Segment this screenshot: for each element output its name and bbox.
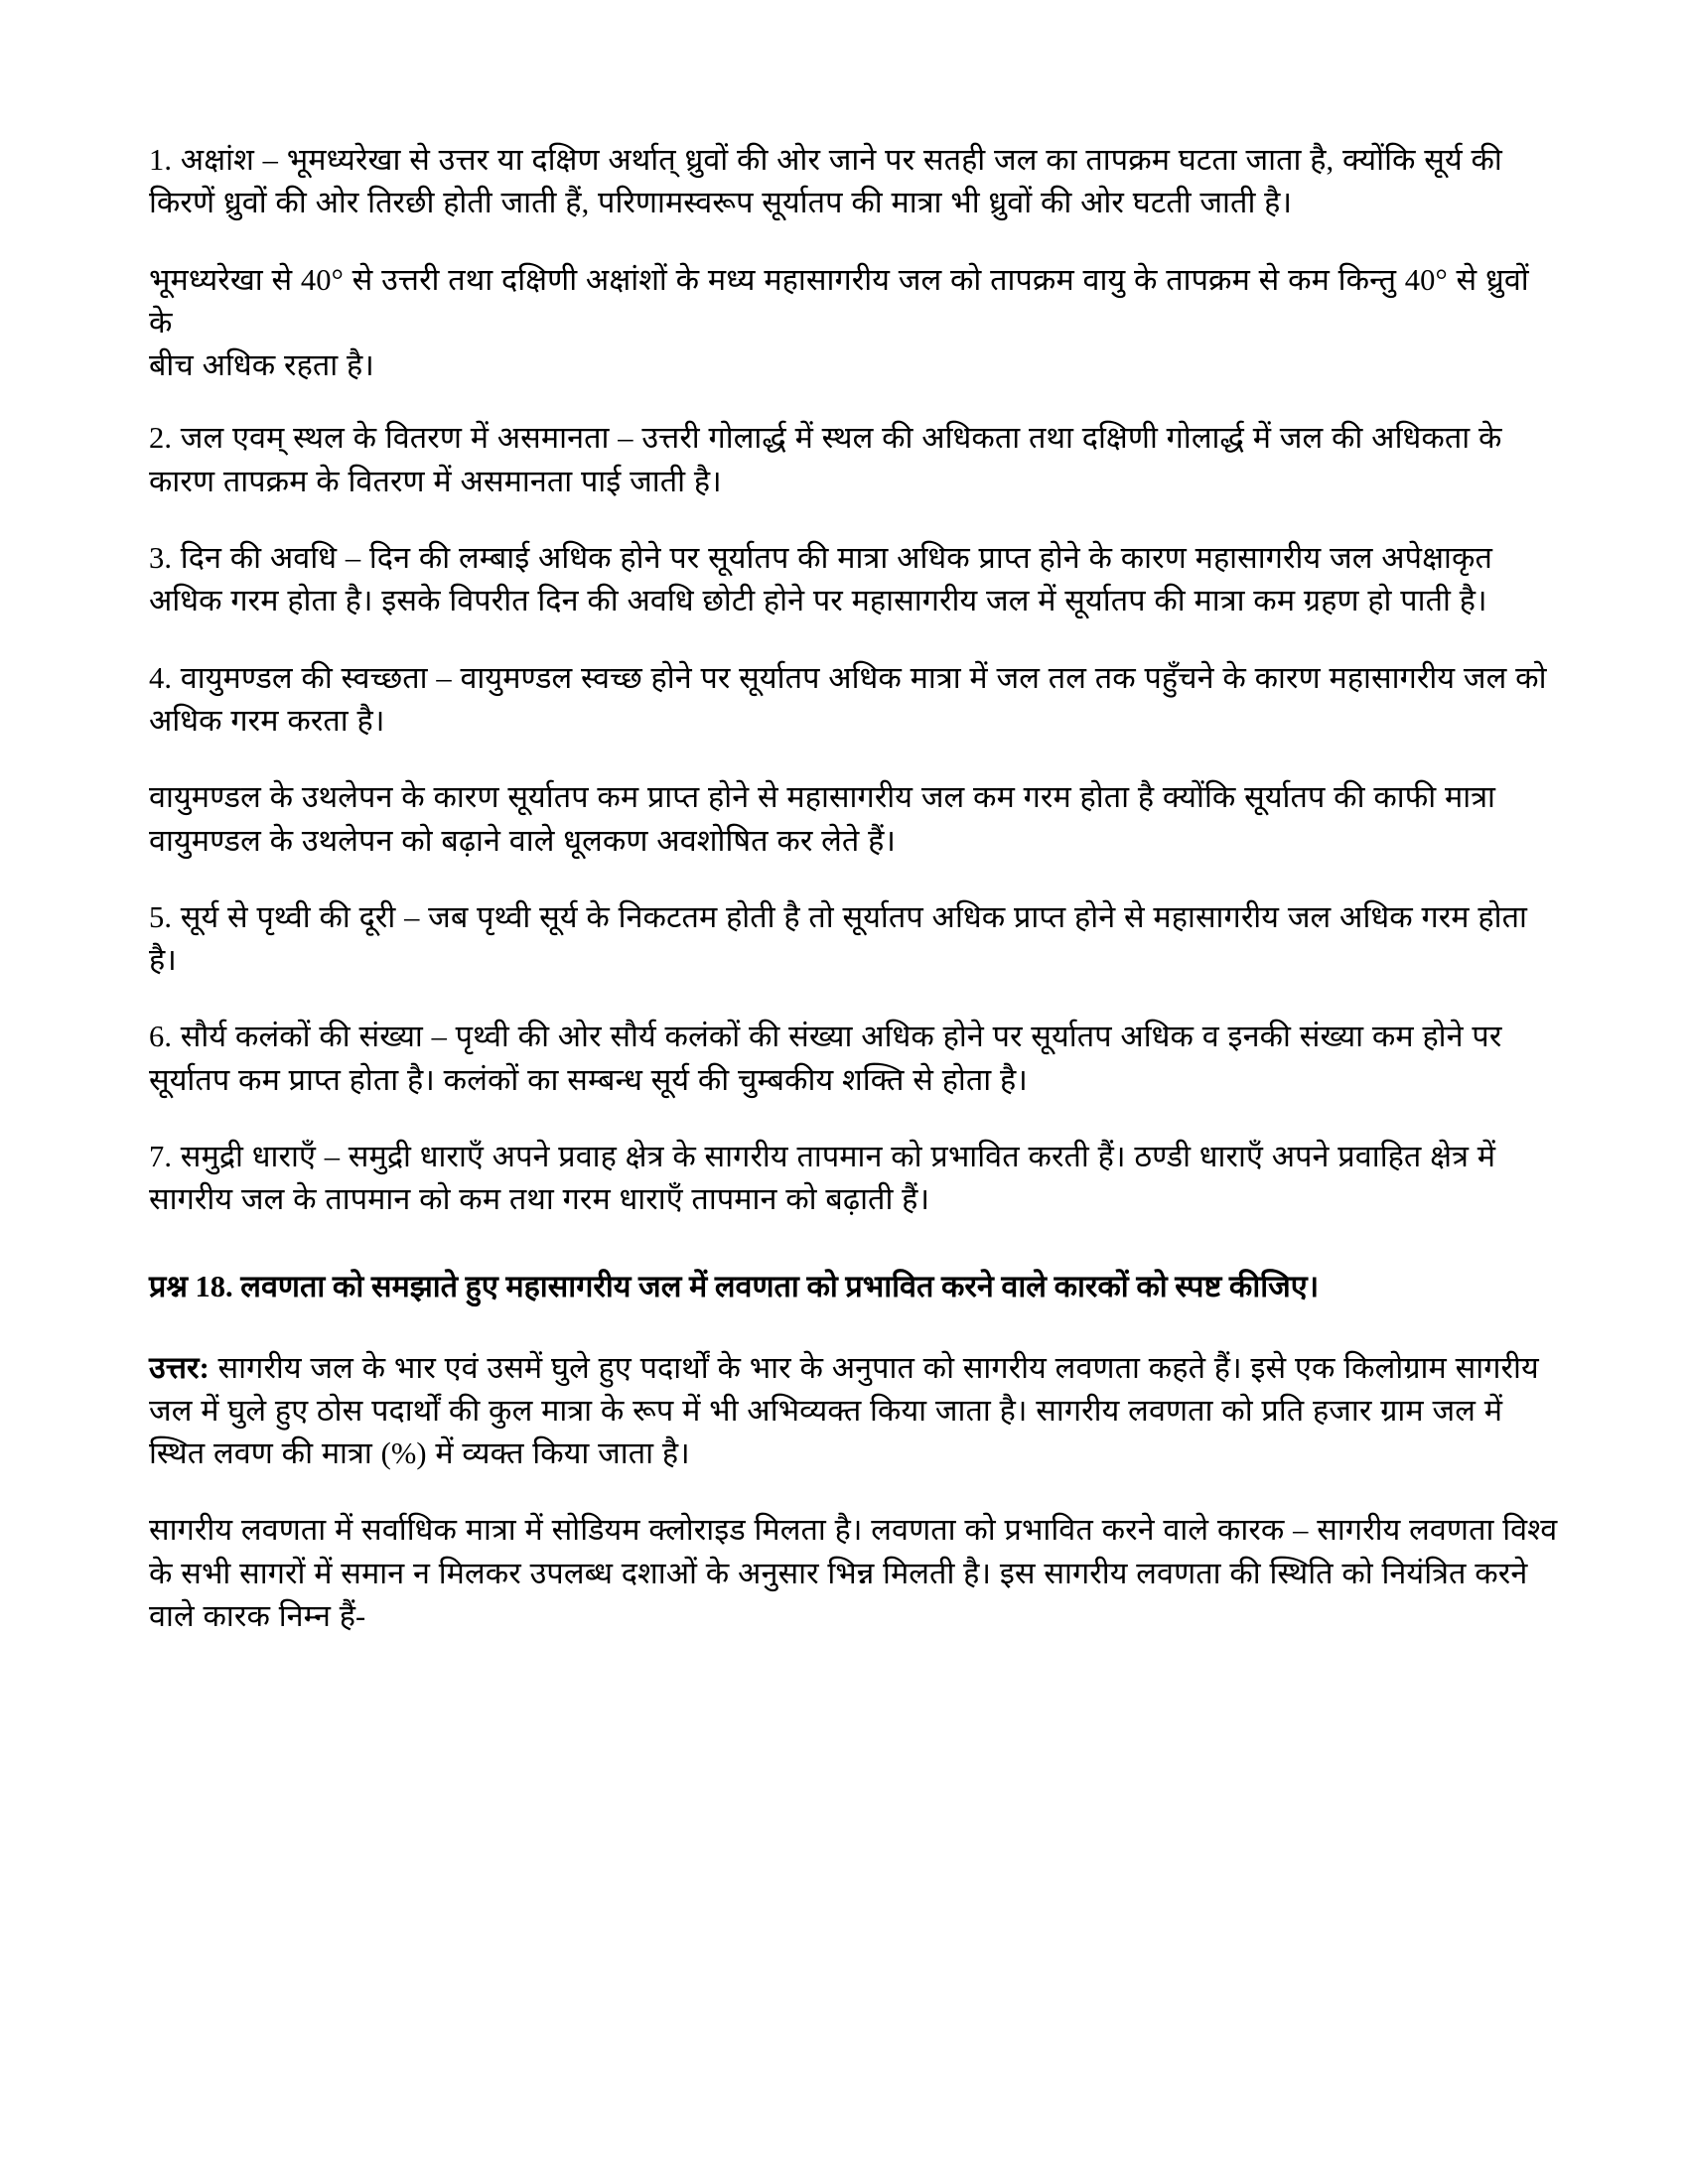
paragraph-answer-18-part-2: सागरीय लवणता में सर्वाधिक मात्रा में सोडियम क्लोराइड मिलता है। लवणता को प्रभावित करने वाले कारक – सागरीय लवणता विश्व के सभी सागरों में समान न मिलकर उपलब्ध दशाओं के अनुसार भिन्न मिलती है। इस सागरीय लवणता की स्थिति को नियंत्रित करने वाले कारक निम्न हैं-	[149, 1513, 1558, 1634]
latitude-note-line-2: बीच अधिक रहता है।	[149, 348, 374, 383]
paragraph-factor-2-land-water-distribution: 2. जल एवम् स्थल के वितरण में असमानता – उत्तरी गोलार्द्ध में स्थल की अधिकता तथा दक्षिणी गोलार्द्ध में जल की अधिकता के कारण तापक्रम के वितरण में असमानता पाई जाती है।	[149, 421, 1502, 498]
answer-body-text: सागरीय जल के भार एवं उसमें घुले हुए पदार्थों के भार के अनुपात को सागरीय लवणता कहते हैं। इसे एक किलोग्राम सागरीय जल में घुले हुए ठोस पदार्थों की कुल मात्रा के रूप में भी अभिव्यक्त किया जाता है। सागरीय लवणता को प्रति हजार ग्राम जल में स्थित लवण की मात्रा (%) में व्यक्त किया जाता है।	[149, 1350, 1539, 1471]
question-heading-18: प्रश्न 18. लवणता को समझाते हुए महासागरीय जल में लवणता को प्रभावित करने वाले कारकों को स्पष्ट कीजिए।	[149, 1269, 1320, 1303]
paragraph-factor-4-atmosphere-clarity: 4. वायुमण्डल की स्वच्छता – वायुमण्डल स्वच्छ होने पर सूर्यातप अधिक मात्रा में जल तल तक पहुँचने के कारण महासागरीय जल को अधिक गरम करता है।	[149, 660, 1547, 738]
paragraph-latitude-note	[149, 259, 1559, 388]
paragraph-factor-7-ocean-currents: 7. समुद्री धाराएँ – समुद्री धाराएँ अपने प्रवाह क्षेत्र के सागरीय तापमान को प्रभावित करती हैं। ठण्डी धाराएँ अपने प्रवाहित क्षेत्र में सागरीय जल के तापमान को कम तथा गरम धाराएँ तापमान को बढ़ाती हैं।	[149, 1140, 1496, 1217]
latitude-note-line-1: भूमध्यरेखा से 40° से उत्तरी तथा दक्षिणी अक्षांशों के मध्य महासागरीय जल को तापक्रम वायु के तापक्रम से कम किन्तु 40° से ध्रुवों के	[149, 262, 1529, 340]
paragraph-answer-18-part-1	[149, 1347, 1559, 1476]
answer-label: उत्तर:	[149, 1350, 210, 1385]
paragraph-factor-5-sun-earth-distance: 5. सूर्य से पृथ्वी की दूरी – जब पृथ्वी सूर्य के निकटतम होती है तो सूर्यातप अधिक प्राप्त होने से महासागरीय जल अधिक गरम होता है।	[149, 899, 1527, 978]
paragraph-factor-3-day-length: 3. दिन की अवधि – दिन की लम्बाई अधिक होने पर सूर्यातप की मात्रा अधिक प्राप्त होने के कारण महासागरीय जल अपेक्षाकृत अधिक गरम होता है। इसके विपरीत दिन की अवधि छोटी होने पर महासागरीय जल में सूर्यातप की मात्रा कम ग्रहण हो पाती है।	[149, 541, 1492, 618]
document-content	[149, 139, 1559, 1638]
paragraph-atmosphere-dust-note: वायुमण्डल के उथलेपन के कारण सूर्यातप कम प्राप्त होने से महासागरीय जल कम गरम होता है क्योंकि सूर्यातप की काफी मात्रा वायुमण्डल के उथलेपन को बढ़ाने वाले धूलकण अवशोषित कर लेते हैं।	[149, 780, 1496, 858]
paragraph-factor-6-sunspots: 6. सौर्य कलंकों की संख्या – पृथ्वी की ओर सौर्य कलंकों की संख्या अधिक होने पर सूर्यातप अधिक व इनकी संख्या कम होने पर सूर्यातप कम प्राप्त होता है। कलंकों का सम्बन्ध सूर्य की चुम्बकीय शक्ति से होता है।	[149, 1020, 1502, 1097]
paragraph-factor-1-latitude: 1. अक्षांश – भूमध्यरेखा से उत्तर या दक्षिण अर्थात् ध्रुवों की ओर जाने पर सतही जल का तापक्रम घटता जाता है, क्योंकि सूर्य की किरणें ध्रुवों की ओर तिरछी होती जाती हैं, परिणामस्वरूप सूर्यातप की मात्रा भी ध्रुवों की ओर घटती जाती है।	[149, 143, 1502, 220]
